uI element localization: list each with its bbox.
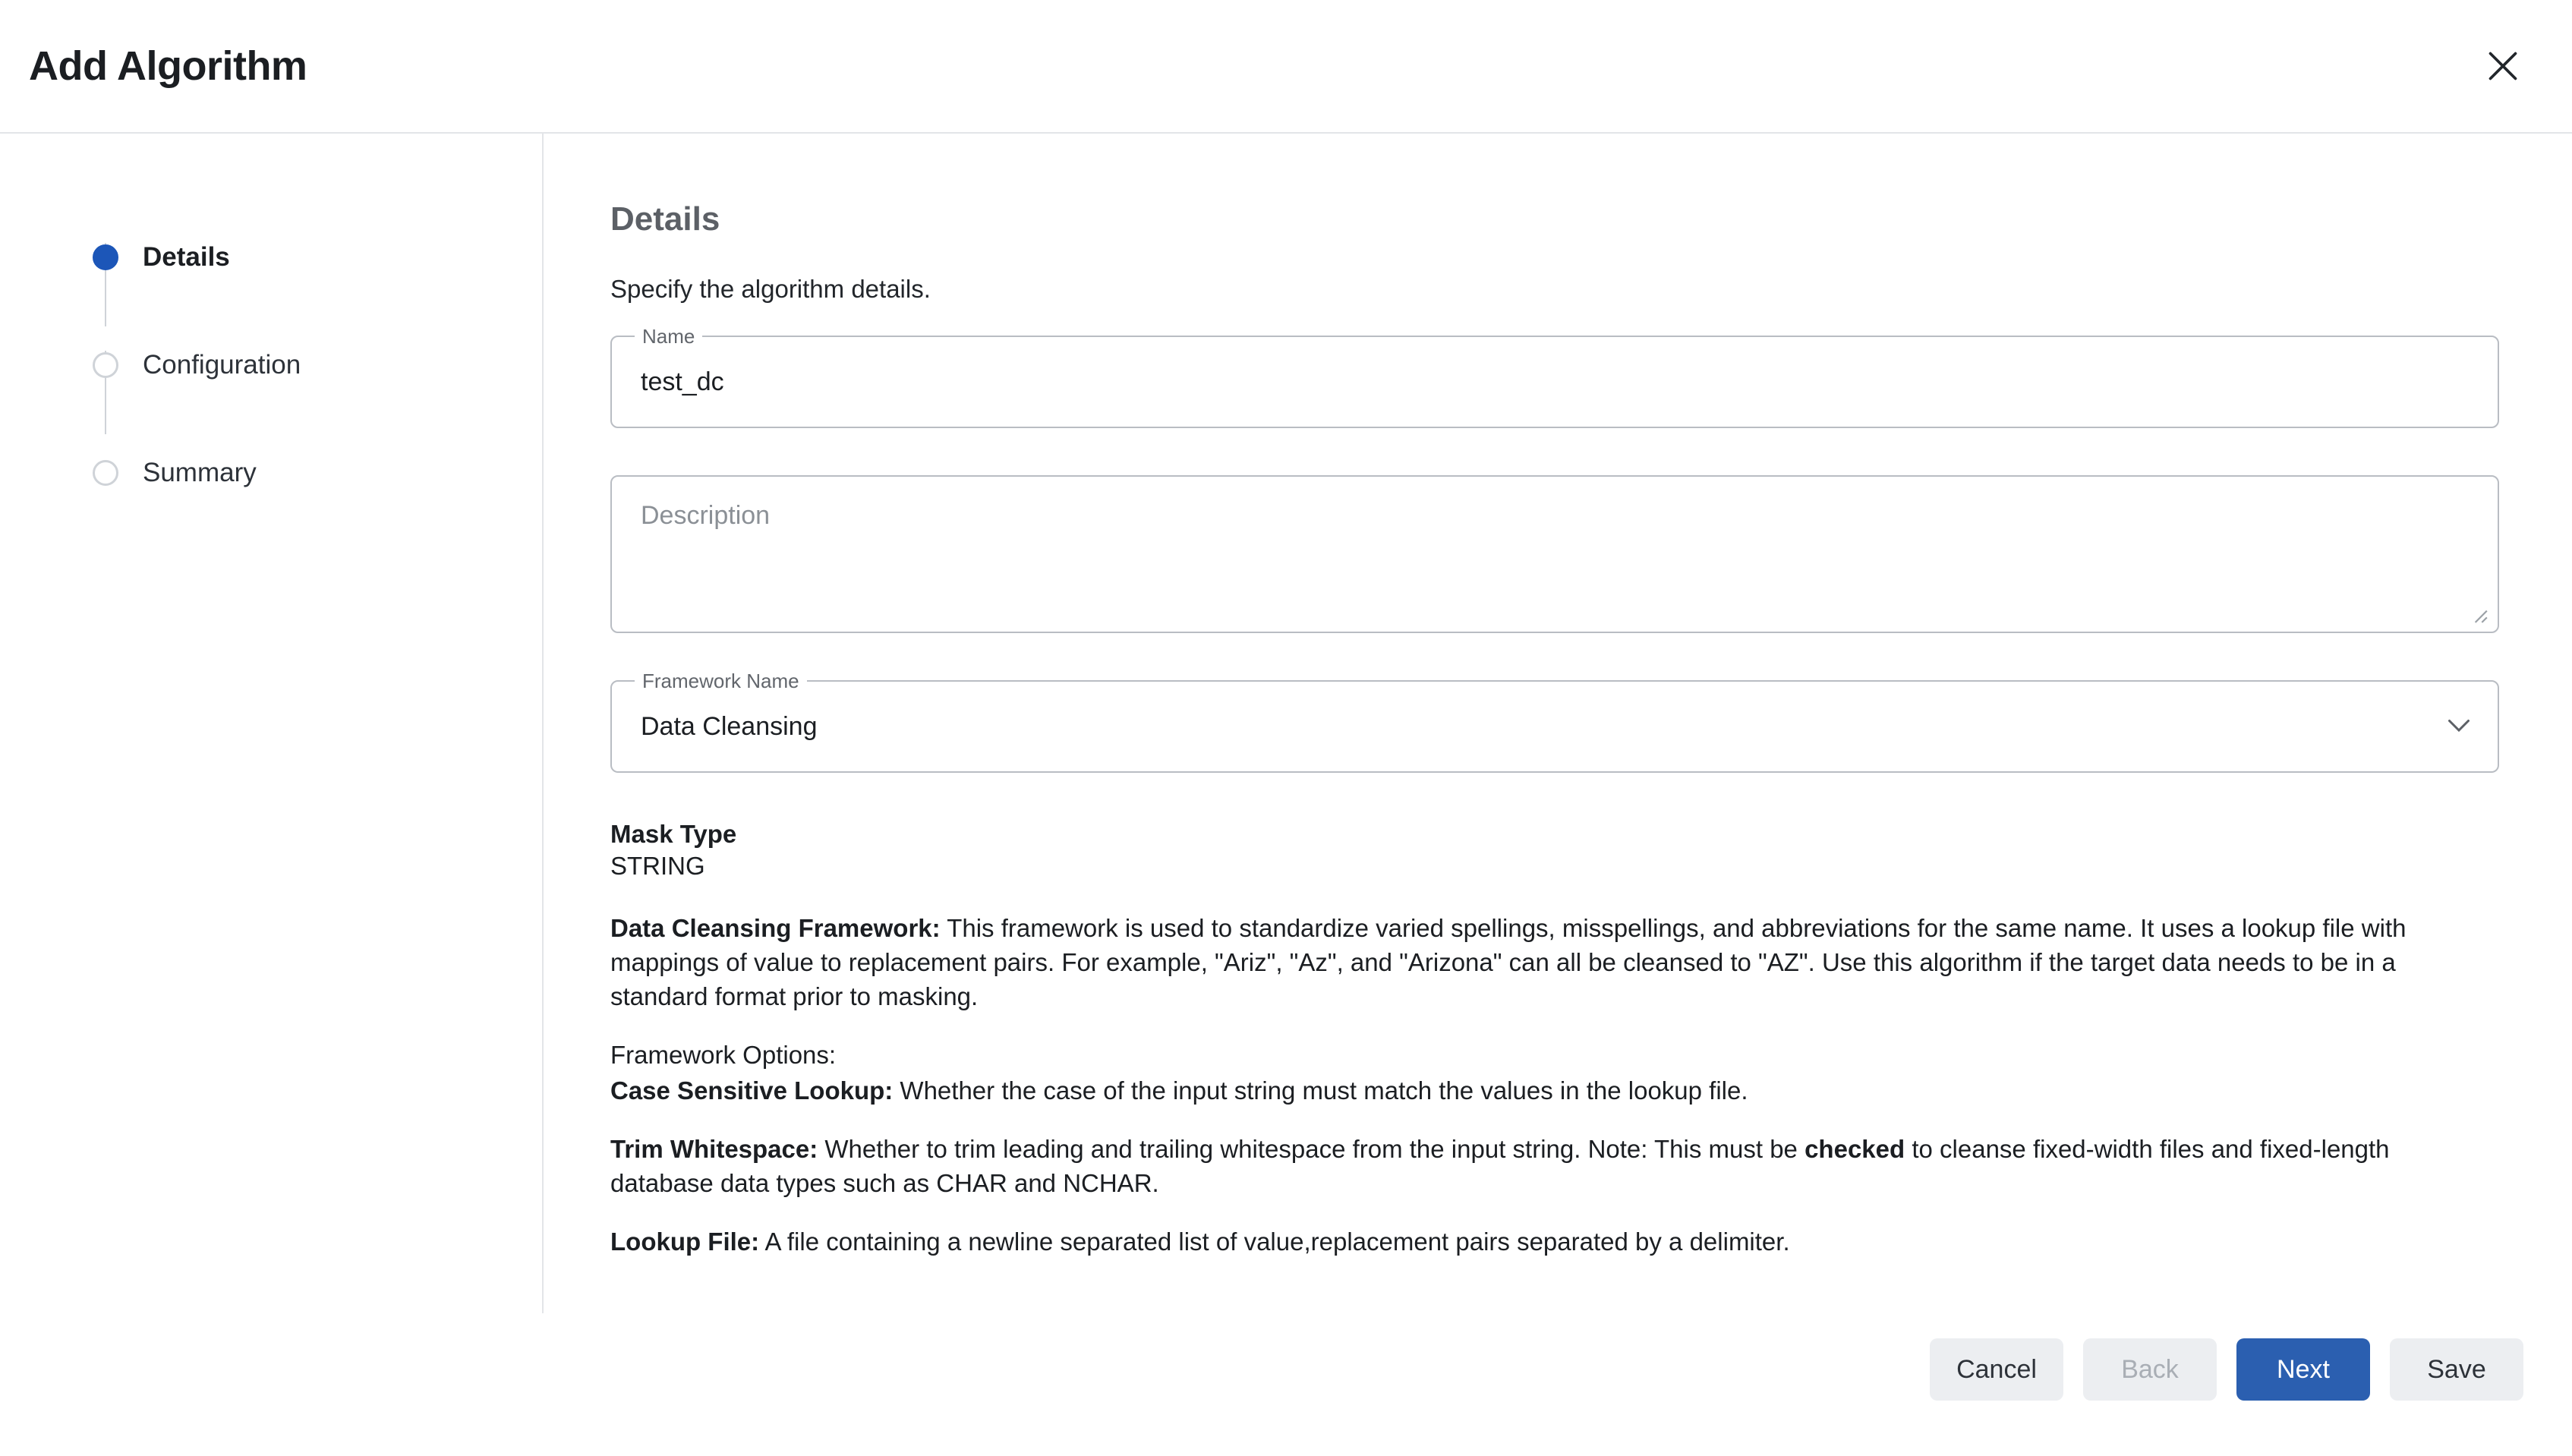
option-heading: Case Sensitive Lookup: [610,1076,894,1105]
step-dot-icon [93,352,118,378]
framework-name-label: Framework Name [635,670,807,692]
name-field-label: Name [635,325,702,348]
option-case-sensitive-lookup [610,1073,2455,1108]
step-label: Details [143,242,230,272]
step-label: Configuration [143,350,301,380]
option-body-part2: to cleanse fixed-width files and fixed-length database data types such as CHAR and NCHAR. [610,1135,2390,1197]
dialog-body [0,134,2572,1313]
description-textarea[interactable] [610,475,2499,633]
save-button[interactable]: Save [2390,1338,2523,1401]
option-lookup-file [610,1224,2455,1259]
wizard-stepper [0,134,544,1313]
dialog-header [0,0,2572,134]
option-body: A file containing a newline separated list of value,replacement pairs separated by a delimiter. [759,1228,1790,1256]
resize-handle-icon[interactable] [2469,604,2488,624]
step-item-summary[interactable] [0,419,542,527]
framework-description-body: This framework is used to standardize varied spellings, misspellings, and abbreviations for the same name. It uses a lookup file with mappings of value to replacement pairs. For example, "Ariz", "Az", and "Arizona" can all be cleansed to "AZ". Use this algorithm if the target data needs to be in a standard format prior to masking. [610,914,2407,1010]
name-field-value: test_dc [641,367,724,396]
framework-name-select[interactable] [610,670,2499,773]
step-item-configuration[interactable] [0,311,542,419]
description-placeholder: Description [641,501,771,530]
framework-options-label: Framework Options: [610,1041,837,1069]
step-item-details[interactable] [0,203,542,311]
name-field[interactable] [610,325,2499,428]
step-dot-icon [93,460,118,486]
option-trim-whitespace [610,1132,2455,1200]
mask-type-value: STRING [610,852,705,880]
option-body: Whether the case of the input string must match the values in the lookup file. [893,1076,1748,1105]
close-icon[interactable] [2473,36,2533,96]
option-heading: Trim Whitespace: [610,1135,818,1163]
framework-description [610,911,2455,1013]
next-button[interactable]: Next [2236,1338,2370,1401]
step-dot-icon [93,244,118,270]
cancel-button[interactable]: Cancel [1930,1338,2063,1401]
framework-name-value: Data Cleansing [641,711,818,741]
section-title: Details [610,200,720,238]
option-body-emphasis: checked [1804,1135,1905,1163]
framework-description-heading: Data Cleansing Framework: [610,914,941,942]
option-body-part1: Whether to trim leading and trailing whitespace from the input string. Note: This must be [818,1135,1805,1163]
dialog-footer [0,1313,2572,1456]
option-heading: Lookup File: [610,1228,760,1256]
chevron-down-icon[interactable] [2447,717,2470,736]
back-button: Back [2083,1338,2217,1401]
page-title: Add Algorithm [29,43,307,89]
mask-type-label: Mask Type [610,820,737,848]
details-panel [544,134,2572,1313]
section-subtitle: Specify the algorithm details. [610,275,931,303]
step-label: Summary [143,458,257,487]
